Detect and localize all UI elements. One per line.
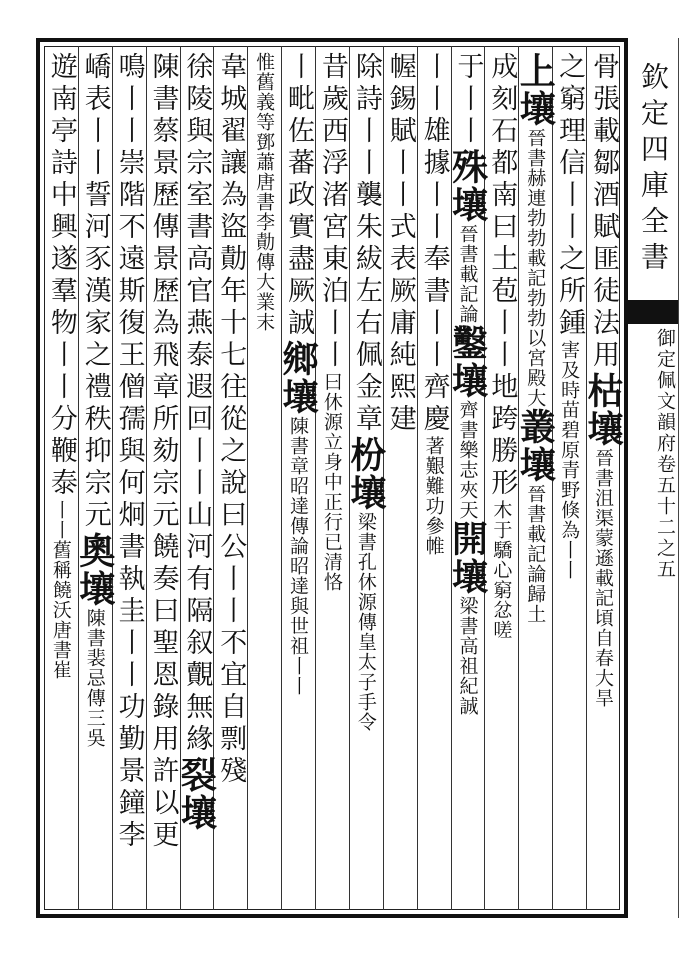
annotation-text: 梁書孔休源傳皇太子手令 xyxy=(354,512,377,732)
text-column xyxy=(44,52,78,902)
body-text: 昔歲西浮渚宮東泊丨丨 xyxy=(316,52,348,372)
column-rule xyxy=(349,46,350,910)
headword: 鑿壤 xyxy=(446,324,489,400)
text-column xyxy=(417,52,451,902)
column-rule xyxy=(518,46,519,910)
body-text: 嶠表丨丨誓河豕漢家之禮秩抑宗元 xyxy=(79,52,111,532)
body-text: 韋城翟讓為盜勣年十七往從之說曰公丨丨不宜自剽殘 xyxy=(215,52,247,788)
headword: 殊壤 xyxy=(446,148,489,224)
text-column xyxy=(146,52,180,902)
text-column xyxy=(277,52,320,902)
headword: 裂壤 xyxy=(175,756,218,832)
annotation-text: 丨丨舊稱饒沃唐書崔 xyxy=(49,500,72,680)
text-column xyxy=(344,52,387,902)
headword: 開壤 xyxy=(446,520,489,596)
headword: 枌壤 xyxy=(344,436,387,512)
annotation-text: 梁書高祖紀誠 xyxy=(456,596,479,716)
annotation-text: 陳書裴忌傳三吳 xyxy=(83,608,106,748)
annotation-text: 陳書章昭達傳論昭達與世祖丨丨 xyxy=(287,416,310,696)
fish-tail-mark xyxy=(628,300,678,324)
book-title: 欽定四庫全書 xyxy=(637,62,670,278)
body-text: 陳書蔡景歷傳景歷為飛章所劾宗元饒奏曰聖恩錄用許以更 xyxy=(147,52,179,852)
body-text: 丨丨雄據丨丨奉書丨丨齊慶 xyxy=(418,52,450,436)
body-text: 除詩丨丨襲朱紱左右佩金章 xyxy=(350,52,382,436)
annotation-text: 曰休源立身中正行已清恪 xyxy=(320,372,343,592)
column-rule xyxy=(451,46,452,910)
column-rule xyxy=(78,46,79,910)
text-column xyxy=(175,52,218,902)
annotation-text: 齊書樂志夾天 xyxy=(456,400,479,520)
text-column xyxy=(581,52,624,902)
column-rule xyxy=(315,46,316,910)
body-text: 幄錫賦丨丨式表厥庸純熙建 xyxy=(384,52,416,436)
column-rule xyxy=(417,46,418,910)
annotation-text: 晉書沮渠蒙遜載記頃自春大旱 xyxy=(591,448,614,708)
annotation-text: 惟舊義等鄧蕭唐書李勣傳大業末 xyxy=(253,52,276,332)
text-column xyxy=(446,52,489,902)
body-text: 遊南亭詩中興遂羣物丨丨分鞭泰 xyxy=(45,52,77,500)
annotation-text: 晉書赫連勃勃載記勃勃以宮殿大 xyxy=(524,128,547,408)
volume-number: 卷五十二之五 xyxy=(654,454,676,580)
body-text: 鳴丨丨崇階不遠斯復王僧孺與何炯書執圭丨丨功勤景鐘李 xyxy=(113,52,145,852)
headword: 鄉壤 xyxy=(277,340,320,416)
annotation-text: 晉書載記論歸土 xyxy=(524,484,547,624)
headword: 上壤 xyxy=(514,52,557,128)
text-column xyxy=(73,52,116,902)
annotation-text: 著艱難功參帷 xyxy=(422,436,445,556)
column-rule xyxy=(146,46,147,910)
annotation-text: 木于驕心窮忿嗟 xyxy=(490,500,513,640)
column-rule xyxy=(586,46,587,910)
annotation-text: 害及時苗碧原青野倏為丨丨 xyxy=(558,340,581,580)
text-column xyxy=(112,52,146,902)
headword: 枯壤 xyxy=(581,372,624,448)
body-text: 于丨丨 xyxy=(452,52,484,148)
column-rule xyxy=(281,46,282,910)
text-column xyxy=(247,52,281,902)
text-column xyxy=(552,52,586,902)
text-column xyxy=(315,52,349,902)
body-text: 徐陵與宗室書高官燕泰遐回丨丨山河有隔叙覿無緣 xyxy=(181,52,213,756)
body-text: 成刻石都南曰土苞丨丨地跨勝形 xyxy=(486,52,518,500)
margin-divider xyxy=(678,38,679,918)
annotation-text: 晉書載記論 xyxy=(456,224,479,324)
headword: 奧壤 xyxy=(73,532,116,608)
body-text: 丨毗佐蕃政實盡厥誠 xyxy=(283,52,315,340)
text-column xyxy=(514,52,557,902)
text-column xyxy=(213,52,247,902)
text-column xyxy=(383,52,417,902)
body-text: 骨張載鄒酒賦匪徒法用 xyxy=(587,52,619,372)
text-column xyxy=(484,52,518,902)
column-rule xyxy=(112,46,113,910)
body-text: 之窮理信丨丨之所鍾 xyxy=(554,52,586,340)
column-rule xyxy=(247,46,248,910)
headword: 叢壤 xyxy=(514,408,557,484)
volume-label xyxy=(632,328,676,608)
column-rule xyxy=(180,46,181,910)
sub-title: 御定佩文韻府 xyxy=(654,328,676,454)
